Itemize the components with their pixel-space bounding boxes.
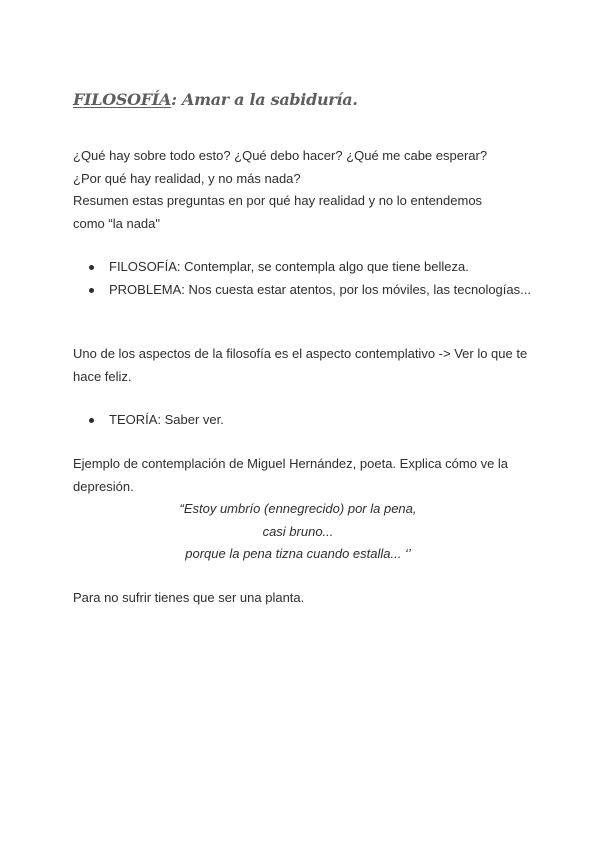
paragraph-contemplative: Uno de los aspectos de la filosofía es el aspecto contemplativo -> Ver lo que te hace feliz.	[73, 346, 528, 384]
page-title	[73, 90, 358, 109]
poem-line: “Estoy umbrío (ennegrecido) por la pena,	[179, 501, 417, 516]
list-item	[73, 409, 533, 432]
title-rest: : Amar a la sabiduría.	[171, 90, 358, 109]
intro-line: ¿Por qué hay realidad, y no más nada?	[73, 170, 301, 186]
list-item-text: PROBLEMA: Nos cuesta estar atentos, por los móviles, las tecnologías...	[109, 281, 531, 297]
intro-line: Resumen estas preguntas en por qué hay realidad y no lo entendemos	[73, 193, 483, 208]
poem-line: casi bruno...	[262, 523, 334, 539]
list-item	[73, 256, 533, 279]
paragraph-conclusion: Para no sufrir tienes que ser una planta.	[73, 590, 305, 605]
title-main: FILOSOFÍA	[73, 90, 172, 109]
list-item	[73, 279, 533, 302]
bullet-dot-icon	[89, 288, 94, 293]
poem-quote	[73, 498, 523, 566]
intro-line: ¿Qué hay sobre todo esto? ¿Qué debo hacer? ¿Qué me cabe esperar?	[73, 148, 488, 163]
intro-paragraph	[73, 145, 533, 235]
poem-line: porque la pena tizna cuando estalla... ‘’	[185, 546, 411, 561]
list-item-text: FILOSOFÍA: Contemplar, se contempla algo que tiene belleza.	[109, 259, 469, 274]
bullet-list-definitions	[73, 256, 533, 301]
list-item-text: TEORÍA: Saber ver.	[109, 412, 224, 427]
bullet-list-theory	[73, 409, 533, 432]
bullet-dot-icon	[89, 265, 94, 270]
paragraph-example: Ejemplo de contemplación de Miguel Hernández, poeta. Explica cómo ve la depresión.	[73, 456, 509, 494]
bullet-dot-icon	[89, 418, 94, 423]
intro-line: como “la nada"	[73, 215, 160, 231]
